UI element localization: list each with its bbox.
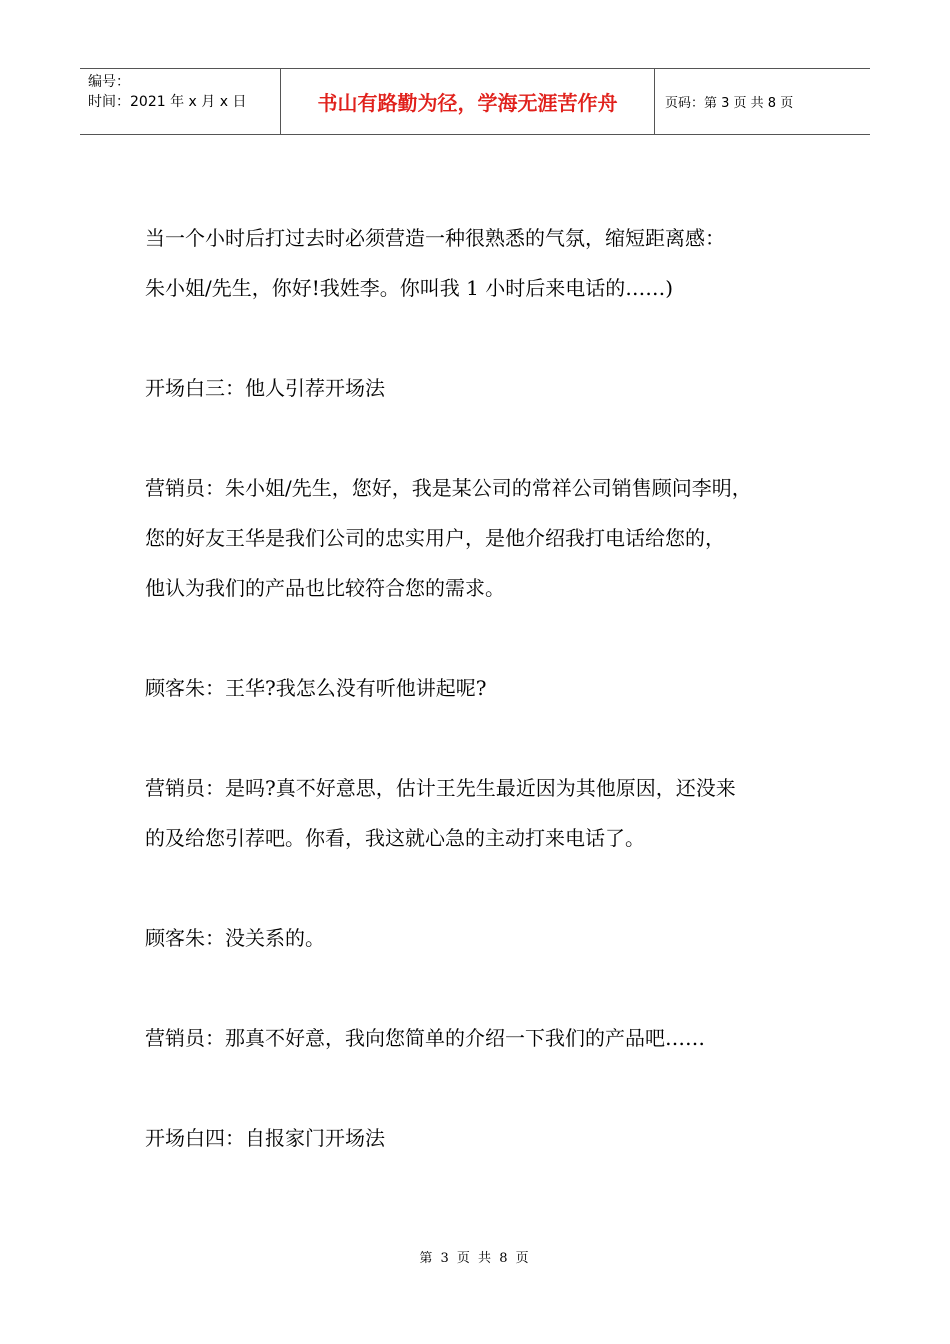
page-code: 页码：第 3 页 共 8 页 — [665, 96, 794, 111]
body-line: 朱小姐/先生，你好!我姓李。你叫我 1 小时后来电话的……) — [145, 276, 674, 300]
time-label: 时间：2021 年 x 月 x 日 — [88, 94, 247, 110]
body-line: 顾客朱：王华?我怎么没有听他讲起呢? — [145, 676, 487, 700]
header-meta-cell — [80, 69, 281, 134]
body-line: 当一个小时后打过去时必须营造一种很熟悉的气氛，缩短距离感： — [145, 226, 725, 250]
body-line: 他认为我们的产品也比较符合您的需求。 — [145, 576, 505, 600]
number-label: 编号： — [88, 74, 130, 90]
paragraph-gap — [145, 613, 835, 663]
header-motto-cell — [281, 69, 655, 134]
paragraph-gap — [145, 313, 835, 363]
section-heading: 开场白三：他人引荐开场法 — [145, 376, 385, 400]
body-line: 营销员：那真不好意，我向您简单的介绍一下我们的产品吧…… — [145, 1026, 705, 1050]
paragraph-gap — [145, 713, 835, 763]
document-body — [145, 213, 835, 1163]
header-table — [80, 68, 870, 135]
paragraph-gap — [145, 863, 835, 913]
header-page-cell — [655, 69, 870, 134]
body-line: 顾客朱：没关系的。 — [145, 926, 325, 950]
paragraph-gap — [145, 963, 835, 1013]
body-line: 营销员：朱小姐/先生，您好，我是某公司的常祥公司销售顾问李明， — [145, 476, 752, 500]
motto: 书山有路勤为径，学海无涯苦作舟 — [317, 91, 618, 115]
page-footer: 第 3 页 共 8 页 — [419, 1251, 531, 1266]
body-line: 您的好友王华是我们公司的忠实用户，是他介绍我打电话给您的， — [145, 526, 725, 550]
body-line: 的及给您引荐吧。你看，我这就心急的主动打来电话了。 — [145, 826, 645, 850]
paragraph-gap — [145, 1063, 835, 1113]
section-heading: 开场白四：自报家门开场法 — [145, 1126, 385, 1150]
paragraph-gap — [145, 413, 835, 463]
body-line: 营销员：是吗?真不好意思，估计王先生最近因为其他原因，还没来 — [145, 776, 736, 800]
